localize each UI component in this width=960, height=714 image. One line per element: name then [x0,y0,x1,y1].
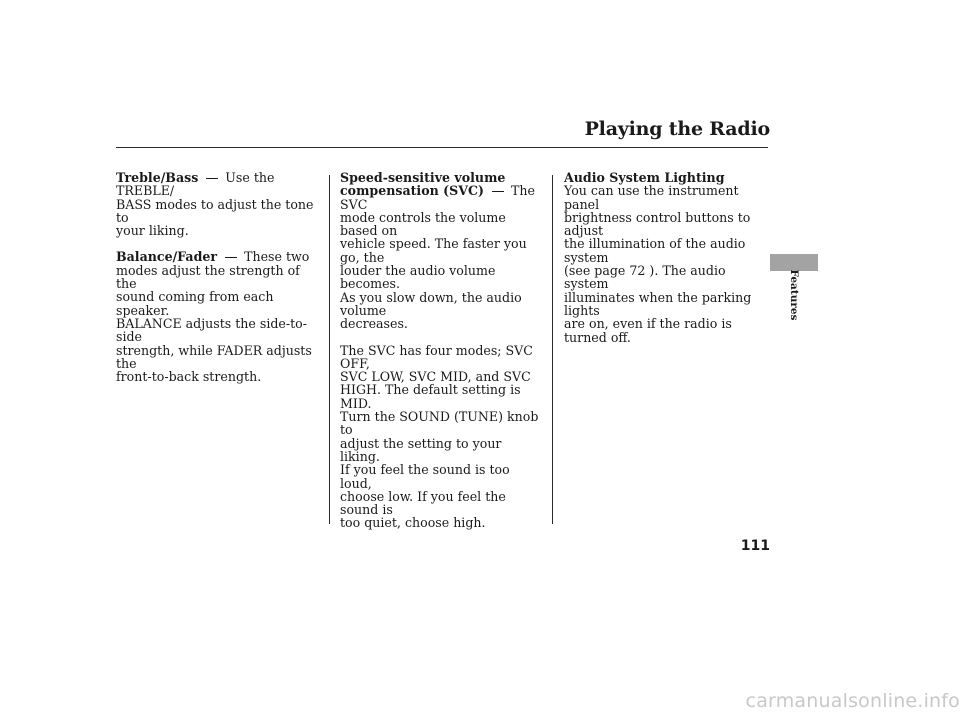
page-title: Playing the Radio [584,118,770,140]
text-line: illuminates when the parking lights [564,289,752,318]
text-line: Use the TREBLE/ [116,170,275,199]
text-line: decreases. [340,316,408,332]
text-line: front-to-back strength. [116,369,262,385]
text-line: As you slow down, the audio volume [340,289,522,318]
text-line: vehicle speed. The faster you go, the [340,236,527,265]
text-line: strength, while FADER adjusts the [116,342,312,371]
text-line: mode controls the volume based on [340,209,506,239]
text-line: choose low. If you feel the sound is [340,488,506,518]
watermark-text: carmanualsonline.info [745,690,960,712]
text-line: Turn the SOUND (TUNE) knob to [340,409,539,438]
page-reference-link[interactable]: (see page 72 ). The audio system [564,263,726,292]
text-line: SVC LOW, SVC MID, and SVC [340,369,531,385]
text-line: sound coming from each speaker. [116,289,274,318]
svc-heading: compensation (SVC) [340,183,484,199]
text-line: BASS modes to adjust the tone to [116,196,314,225]
text-line: your liking. [116,223,189,239]
text-line: The SVC [340,183,535,212]
svc-heading: Speed-sensitive volume [340,170,506,185]
column-divider [552,175,553,524]
lighting-heading: Audio System Lighting [564,170,725,185]
text-line: the illumination of the audio system [564,236,746,265]
lighting-paragraph [564,171,774,344]
text-line: You can use the instrument panel [564,183,739,212]
text-line: brightness control buttons to adjust [564,209,751,239]
text-line: modes adjust the strength of the [116,262,300,292]
column-left [116,171,322,383]
text-line: The SVC has four modes; SVC OFF, [340,342,533,371]
text-line: If you feel the sound is too loud, [340,462,510,491]
text-line: BALANCE adjusts the side-to-side [116,315,308,345]
text-line: HIGH. The default setting is MID. [340,382,521,411]
column-right [564,171,774,344]
balance-heading: Balance/Fader [116,249,218,265]
text-line: These two [244,249,310,265]
column-middle [340,171,545,530]
svc-paragraph [340,171,545,331]
em-dash [492,191,504,192]
column-divider [329,175,330,524]
page-number: 111 [740,538,770,554]
text-line: are on, even if the radio is turned off. [564,316,732,345]
treble-heading: Treble/Bass [116,170,199,185]
header-rule [116,147,768,148]
text-line: louder the audio volume becomes. [340,263,496,292]
em-dash [225,257,237,258]
text-line: too quiet, choose high. [340,515,486,531]
balance-paragraph [116,250,322,383]
text-line: adjust the setting to your liking. [340,435,502,464]
treble-paragraph [116,171,322,237]
svc-modes-paragraph [340,344,545,530]
em-dash [206,178,218,179]
section-label: Features [788,269,800,321]
